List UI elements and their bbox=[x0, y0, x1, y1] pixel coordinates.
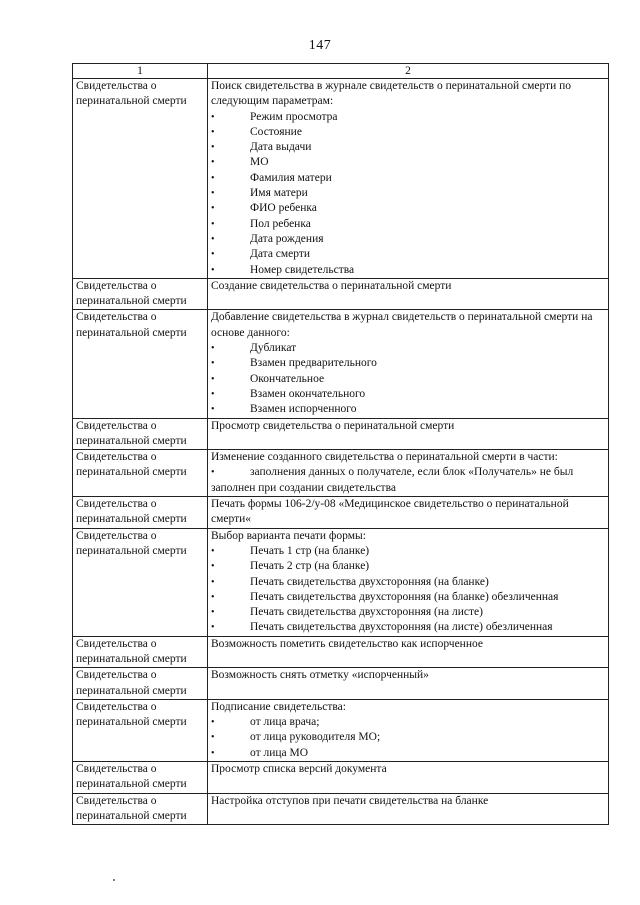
description-cell bbox=[208, 699, 609, 761]
description-cell bbox=[208, 310, 609, 418]
list-item bbox=[211, 402, 605, 417]
description-cell bbox=[208, 418, 609, 450]
table-row bbox=[73, 528, 609, 636]
list-item-text: ФИО ребенка bbox=[250, 202, 317, 215]
description-cell bbox=[208, 762, 609, 794]
table-row bbox=[73, 762, 609, 794]
description-text: Выбор варианта печати формы: bbox=[211, 529, 366, 542]
bullet-icon: • bbox=[211, 373, 215, 385]
column-header-2: 2 bbox=[208, 64, 609, 79]
description-cell bbox=[208, 793, 609, 825]
list-item bbox=[211, 715, 605, 730]
list-item bbox=[211, 201, 605, 216]
list-item-text: Взамен предварительного bbox=[250, 357, 377, 370]
list-item-text: Взамен окончательного bbox=[250, 387, 366, 400]
description-text: Создание свидетельства о перинатальной смерти bbox=[211, 279, 452, 292]
description-cell bbox=[208, 450, 609, 497]
bullet-icon: • bbox=[211, 388, 215, 400]
scan-dot bbox=[113, 879, 115, 881]
bullet-icon: • bbox=[211, 591, 215, 603]
bullet-icon: • bbox=[211, 607, 215, 619]
list-item bbox=[211, 605, 605, 620]
list-item-text: МО bbox=[250, 156, 269, 169]
bullet-icon: • bbox=[211, 404, 215, 416]
section-cell: Свидетельства о перинатальной смерти bbox=[73, 636, 208, 668]
list-item bbox=[211, 746, 605, 761]
list-item-text: от лица МО bbox=[250, 746, 309, 759]
description-cell bbox=[208, 528, 609, 636]
list-item bbox=[211, 341, 605, 356]
list-item bbox=[211, 263, 605, 278]
list-item-text: Печать свидетельства двухсторонняя (на листе) обезличенная bbox=[250, 621, 553, 634]
bullet-list bbox=[211, 465, 605, 496]
page-number: 147 bbox=[308, 38, 332, 53]
bullet-list bbox=[211, 110, 605, 278]
description-cell bbox=[208, 636, 609, 668]
list-item bbox=[211, 544, 605, 559]
list-item-text: Дата рождения bbox=[250, 232, 324, 245]
list-item-text: Печать 1 стр (на бланке) bbox=[250, 544, 370, 557]
list-item bbox=[211, 171, 605, 186]
section-cell: Свидетельства о перинатальной смерти bbox=[73, 497, 208, 529]
list-item-text: Взамен испорченного bbox=[250, 403, 357, 416]
list-item-text: заполнения данных о получателе, если блок «Получатель» не был заполнен при создании свидетельства bbox=[211, 466, 574, 494]
list-item-text: Печать свидетельства двухсторонняя (на листе) bbox=[250, 606, 483, 619]
list-item-text: Печать 2 стр (на бланке) bbox=[250, 560, 370, 573]
list-item bbox=[211, 247, 605, 262]
section-cell: Свидетельства о перинатальной смерти bbox=[73, 278, 208, 310]
bullet-icon: • bbox=[211, 233, 215, 245]
list-item-text: Дата выдачи bbox=[250, 141, 312, 154]
bullet-icon: • bbox=[211, 358, 215, 370]
table-row bbox=[73, 278, 609, 310]
list-item bbox=[211, 155, 605, 170]
functions-table bbox=[72, 63, 609, 825]
section-cell: Свидетельства о перинатальной смерти bbox=[73, 79, 208, 279]
section-cell: Свидетельства о перинатальной смерти bbox=[73, 762, 208, 794]
list-item-text: Окончательное bbox=[250, 372, 325, 385]
description-text: Просмотр свидетельства о перинатальной смерти bbox=[211, 419, 455, 432]
description-text: Просмотр списка версий документа bbox=[211, 763, 387, 776]
list-item-text: Фамилия матери bbox=[250, 171, 332, 184]
bullet-icon: • bbox=[211, 545, 215, 557]
list-item bbox=[211, 465, 605, 496]
description-cell bbox=[208, 278, 609, 310]
description-text: Печать формы 106-2/у-08 «Медицинское свидетельство о перинатальной смерти« bbox=[211, 498, 569, 526]
table-row bbox=[73, 793, 609, 825]
description-text: Возможность пометить свидетельство как испорченное bbox=[211, 637, 483, 650]
list-item bbox=[211, 590, 605, 605]
bullet-icon: • bbox=[211, 561, 215, 573]
list-item bbox=[211, 217, 605, 232]
bullet-icon: • bbox=[211, 157, 215, 169]
description-text: Настройка отступов при печати свидетельства на бланке bbox=[211, 794, 489, 807]
list-item bbox=[211, 140, 605, 155]
table-header-row bbox=[73, 64, 609, 79]
list-item-text: Номер свидетельства bbox=[250, 263, 355, 276]
list-item bbox=[211, 356, 605, 371]
bullet-icon: • bbox=[211, 142, 215, 154]
list-item-text: Дубликат bbox=[250, 342, 297, 355]
description-text: Добавление свидетельства в журнал свидетельств о перинатальной смерти на основе данного: bbox=[211, 311, 593, 339]
list-item-text: от лица врача; bbox=[250, 716, 320, 729]
description-text: Поиск свидетельства в журнале свидетельств о перинатальной смерти по следующим параметрам: bbox=[211, 80, 572, 108]
section-cell: Свидетельства о перинатальной смерти bbox=[73, 699, 208, 761]
bullet-icon: • bbox=[211, 218, 215, 230]
list-item-text: Дата смерти bbox=[250, 248, 311, 261]
bullet-icon: • bbox=[211, 249, 215, 261]
list-item-text: Состояние bbox=[250, 125, 302, 138]
list-item bbox=[211, 372, 605, 387]
list-item-text: Печать свидетельства двухсторонняя (на бланке) обезличенная bbox=[250, 590, 559, 603]
bullet-icon: • bbox=[211, 467, 215, 479]
description-text: Изменение созданного свидетельства о перинатальной смерти в части: bbox=[211, 451, 558, 464]
list-item bbox=[211, 387, 605, 402]
list-item-text: Имя матери bbox=[250, 187, 308, 200]
bullet-icon: • bbox=[211, 576, 215, 588]
bullet-icon: • bbox=[211, 203, 215, 215]
bullet-icon: • bbox=[211, 111, 215, 123]
table-row bbox=[73, 668, 609, 700]
description-text: Подписание свидетельства: bbox=[211, 700, 346, 713]
table-row bbox=[73, 450, 609, 497]
section-cell: Свидетельства о перинатальной смерти bbox=[73, 528, 208, 636]
table-row bbox=[73, 636, 609, 668]
list-item bbox=[211, 186, 605, 201]
list-item bbox=[211, 110, 605, 125]
list-item bbox=[211, 125, 605, 140]
list-item-text: Печать свидетельства двухсторонняя (на бланке) bbox=[250, 575, 489, 588]
table-row bbox=[73, 79, 609, 279]
bullet-list bbox=[211, 544, 605, 636]
bullet-icon: • bbox=[211, 747, 215, 759]
bullet-list bbox=[211, 715, 605, 761]
list-item-text: Пол ребенка bbox=[250, 217, 311, 230]
bullet-icon: • bbox=[211, 188, 215, 200]
bullet-icon: • bbox=[211, 717, 215, 729]
section-cell: Свидетельства о перинатальной смерти bbox=[73, 310, 208, 418]
description-cell bbox=[208, 668, 609, 700]
column-header-1: 1 bbox=[73, 64, 208, 79]
section-cell: Свидетельства о перинатальной смерти bbox=[73, 418, 208, 450]
list-item bbox=[211, 559, 605, 574]
description-text: Возможность снять отметку «испорченный» bbox=[211, 669, 429, 682]
list-item-text: от лица руководителя МО; bbox=[250, 731, 381, 744]
list-item bbox=[211, 730, 605, 745]
bullet-icon: • bbox=[211, 622, 215, 634]
description-cell bbox=[208, 79, 609, 279]
bullet-icon: • bbox=[211, 126, 215, 138]
table-row bbox=[73, 418, 609, 450]
section-cell: Свидетельства о перинатальной смерти bbox=[73, 450, 208, 497]
description-cell bbox=[208, 497, 609, 529]
list-item-text: Режим просмотра bbox=[250, 110, 338, 123]
list-item bbox=[211, 575, 605, 590]
list-item bbox=[211, 232, 605, 247]
bullet-icon: • bbox=[211, 343, 215, 355]
table-row bbox=[73, 497, 609, 529]
bullet-icon: • bbox=[211, 732, 215, 744]
bullet-icon: • bbox=[211, 172, 215, 184]
list-item bbox=[211, 620, 605, 635]
bullet-list bbox=[211, 341, 605, 417]
bullet-icon: • bbox=[211, 264, 215, 276]
table-row bbox=[73, 310, 609, 418]
section-cell: Свидетельства о перинатальной смерти bbox=[73, 668, 208, 700]
table-row bbox=[73, 699, 609, 761]
section-cell: Свидетельства о перинатальной смерти bbox=[73, 793, 208, 825]
